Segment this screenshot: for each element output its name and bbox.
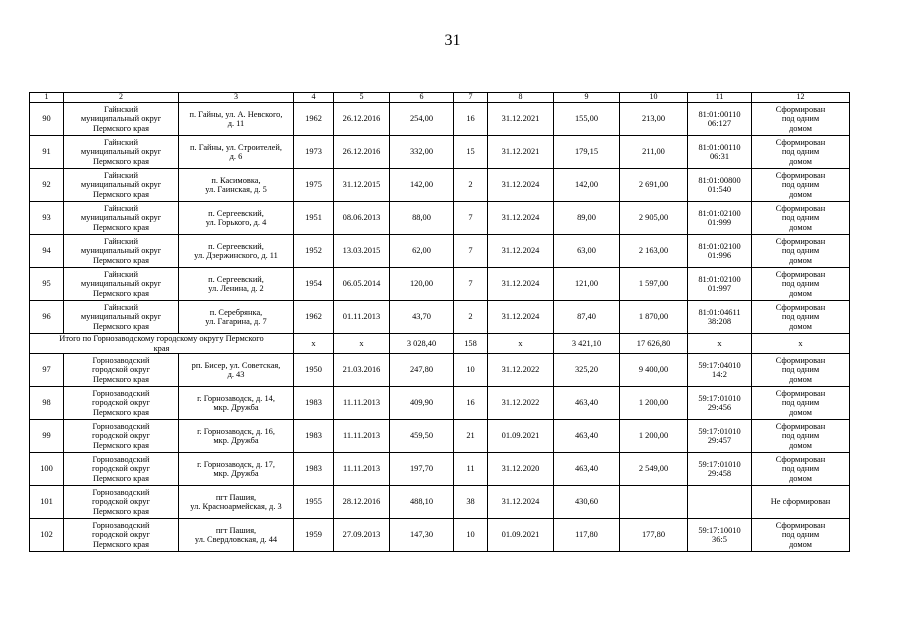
- address-cell: пгт Пашия, ул. Красноармейская, д. 3: [179, 486, 294, 519]
- address-cell: г. Горнозаводск, д. 17, мкр. Дружба: [179, 453, 294, 486]
- date1-cell: 11.11.2013: [334, 387, 390, 420]
- address-cell: п. Касимовка, ул. Гаинская, д. 5: [179, 169, 294, 202]
- year-cell: 1962: [294, 103, 334, 136]
- status-cell: Сформирован под одним домом: [752, 453, 850, 486]
- value9-cell: 325,20: [554, 354, 620, 387]
- status-cell: Сформирован под одним домом: [752, 519, 850, 552]
- table-row: [30, 169, 850, 202]
- district-cell: Горнозаводский городской округ Пермского края: [64, 453, 179, 486]
- year-cell: 1954: [294, 268, 334, 301]
- value9-cell: 121,00: [554, 268, 620, 301]
- cadastral-cell: 81:01:02100 01:997: [688, 268, 752, 301]
- district-cell: Гайнский муниципальный округ Пермского края: [64, 103, 179, 136]
- row-number-cell: 96: [30, 301, 64, 334]
- address-cell: п. Гайны, ул. А. Невского, д. 11: [179, 103, 294, 136]
- date2-cell: 01.09.2021: [488, 519, 554, 552]
- housing-registry-table: [29, 92, 850, 552]
- total-v9-cell: 3 421,10: [554, 334, 620, 354]
- count-cell: 38: [454, 486, 488, 519]
- column-header: 11: [688, 93, 752, 103]
- column-header: 4: [294, 93, 334, 103]
- count-cell: 7: [454, 235, 488, 268]
- date2-cell: 01.09.2021: [488, 420, 554, 453]
- district-cell: Горнозаводский городской округ Пермского края: [64, 354, 179, 387]
- value10-cell: [620, 486, 688, 519]
- date1-cell: 13.03.2015: [334, 235, 390, 268]
- count-cell: 11: [454, 453, 488, 486]
- table-row: [30, 354, 850, 387]
- count-cell: 16: [454, 103, 488, 136]
- date2-cell: 31.12.2024: [488, 301, 554, 334]
- date1-cell: 21.03.2016: [334, 354, 390, 387]
- row-number-cell: 102: [30, 519, 64, 552]
- count-cell: 7: [454, 202, 488, 235]
- column-header: 10: [620, 93, 688, 103]
- value9-cell: 87,40: [554, 301, 620, 334]
- year-cell: 1950: [294, 354, 334, 387]
- area-cell: 459,50: [390, 420, 454, 453]
- column-header: 1: [30, 93, 64, 103]
- value10-cell: 9 400,00: [620, 354, 688, 387]
- column-header: 6: [390, 93, 454, 103]
- value10-cell: 213,00: [620, 103, 688, 136]
- value10-cell: 177,80: [620, 519, 688, 552]
- district-cell: Горнозаводский городской округ Пермского края: [64, 486, 179, 519]
- address-cell: п. Сергеевский, ул. Ленина, д. 2: [179, 268, 294, 301]
- year-cell: 1952: [294, 235, 334, 268]
- date2-cell: 31.12.2021: [488, 136, 554, 169]
- value9-cell: 63,00: [554, 235, 620, 268]
- area-cell: 488,10: [390, 486, 454, 519]
- date1-cell: 27.09.2013: [334, 519, 390, 552]
- value10-cell: 1 597,00: [620, 268, 688, 301]
- date2-cell: 31.12.2024: [488, 486, 554, 519]
- date1-cell: 26.12.2016: [334, 103, 390, 136]
- district-cell: Горнозаводский городской округ Пермского края: [64, 519, 179, 552]
- table-row: [30, 136, 850, 169]
- column-header: 12: [752, 93, 850, 103]
- date1-cell: 26.12.2016: [334, 136, 390, 169]
- cadastral-cell: 81:01:02100 01:996: [688, 235, 752, 268]
- date2-cell: 31.12.2020: [488, 453, 554, 486]
- total-count-cell: 158: [454, 334, 488, 354]
- cadastral-cell: [688, 486, 752, 519]
- address-cell: рп. Бисер, ул. Советская, д. 43: [179, 354, 294, 387]
- value10-cell: 2 163,00: [620, 235, 688, 268]
- row-number-cell: 94: [30, 235, 64, 268]
- row-number-cell: 101: [30, 486, 64, 519]
- column-header: 5: [334, 93, 390, 103]
- table-row: [30, 453, 850, 486]
- district-cell: Гайнский муниципальный округ Пермского края: [64, 136, 179, 169]
- date2-cell: 31.12.2022: [488, 354, 554, 387]
- area-cell: 142,00: [390, 169, 454, 202]
- value9-cell: 430,60: [554, 486, 620, 519]
- district-cell: Горнозаводский городской округ Пермского края: [64, 387, 179, 420]
- year-cell: 1983: [294, 387, 334, 420]
- total-year-cell: x: [294, 334, 334, 354]
- area-cell: 147,30: [390, 519, 454, 552]
- address-cell: п. Сергеевский, ул. Дзержинского, д. 11: [179, 235, 294, 268]
- total-cadastral-cell: x: [688, 334, 752, 354]
- value9-cell: 117,80: [554, 519, 620, 552]
- cadastral-cell: 59:17:04010 14:2: [688, 354, 752, 387]
- district-cell: Горнозаводский городской округ Пермского края: [64, 420, 179, 453]
- cadastral-cell: 81:01:00110 06:127: [688, 103, 752, 136]
- area-cell: 197,70: [390, 453, 454, 486]
- value10-cell: 1 200,00: [620, 387, 688, 420]
- year-cell: 1951: [294, 202, 334, 235]
- total-date2-cell: x: [488, 334, 554, 354]
- status-cell: Сформирован под одним домом: [752, 103, 850, 136]
- status-cell: Не сформирован: [752, 486, 850, 519]
- column-header: 8: [488, 93, 554, 103]
- table-row: [30, 420, 850, 453]
- total-row: [30, 334, 850, 354]
- area-cell: 332,00: [390, 136, 454, 169]
- status-cell: Сформирован под одним домом: [752, 136, 850, 169]
- cadastral-cell: 59:17:01010 29:456: [688, 387, 752, 420]
- date1-cell: 08.06.2013: [334, 202, 390, 235]
- value10-cell: 211,00: [620, 136, 688, 169]
- cadastral-cell: 59:17:01010 29:458: [688, 453, 752, 486]
- area-cell: 43,70: [390, 301, 454, 334]
- status-cell: Сформирован под одним домом: [752, 235, 850, 268]
- date1-cell: 31.12.2015: [334, 169, 390, 202]
- value9-cell: 179,15: [554, 136, 620, 169]
- area-cell: 247,80: [390, 354, 454, 387]
- count-cell: 10: [454, 519, 488, 552]
- cadastral-cell: 59:17:10010 36:5: [688, 519, 752, 552]
- total-label: Итого по Горнозаводскому городскому округу Пермского края: [30, 334, 294, 354]
- value9-cell: 463,40: [554, 420, 620, 453]
- page-number: 31: [444, 32, 461, 49]
- count-cell: 15: [454, 136, 488, 169]
- value10-cell: 2 549,00: [620, 453, 688, 486]
- district-cell: Гайнский муниципальный округ Пермского края: [64, 235, 179, 268]
- row-number-cell: 93: [30, 202, 64, 235]
- row-number-cell: 100: [30, 453, 64, 486]
- address-cell: г. Горнозаводск, д. 16, мкр. Дружба: [179, 420, 294, 453]
- row-number-cell: 97: [30, 354, 64, 387]
- row-number-cell: 99: [30, 420, 64, 453]
- total-status-cell: x: [752, 334, 850, 354]
- year-cell: 1973: [294, 136, 334, 169]
- count-cell: 10: [454, 354, 488, 387]
- date1-cell: 01.11.2013: [334, 301, 390, 334]
- district-cell: Гайнский муниципальный округ Пермского края: [64, 169, 179, 202]
- value9-cell: 463,40: [554, 453, 620, 486]
- date2-cell: 31.12.2021: [488, 103, 554, 136]
- date2-cell: 31.12.2024: [488, 202, 554, 235]
- table-row: [30, 268, 850, 301]
- count-cell: 2: [454, 301, 488, 334]
- value10-cell: 1 200,00: [620, 420, 688, 453]
- status-cell: Сформирован под одним домом: [752, 202, 850, 235]
- date1-cell: 28.12.2016: [334, 486, 390, 519]
- cadastral-cell: 59:17:01010 29:457: [688, 420, 752, 453]
- column-header: 2: [64, 93, 179, 103]
- area-cell: 88,00: [390, 202, 454, 235]
- district-cell: Гайнский муниципальный округ Пермского края: [64, 202, 179, 235]
- value9-cell: 142,00: [554, 169, 620, 202]
- total-date1-cell: x: [334, 334, 390, 354]
- value10-cell: 2 905,00: [620, 202, 688, 235]
- address-cell: пгт Пашия, ул. Свердловская, д. 44: [179, 519, 294, 552]
- status-cell: Сформирован под одним домом: [752, 354, 850, 387]
- status-cell: Сформирован под одним домом: [752, 420, 850, 453]
- address-cell: г. Горнозаводск, д. 14, мкр. Дружба: [179, 387, 294, 420]
- status-cell: Сформирован под одним домом: [752, 387, 850, 420]
- date2-cell: 31.12.2022: [488, 387, 554, 420]
- year-cell: 1955: [294, 486, 334, 519]
- table-row: [30, 202, 850, 235]
- value9-cell: 463,40: [554, 387, 620, 420]
- year-cell: 1975: [294, 169, 334, 202]
- value10-cell: 1 870,00: [620, 301, 688, 334]
- cadastral-cell: 81:01:02100 01:999: [688, 202, 752, 235]
- area-cell: 409,90: [390, 387, 454, 420]
- status-cell: Сформирован под одним домом: [752, 268, 850, 301]
- area-cell: 120,00: [390, 268, 454, 301]
- cadastral-cell: 81:01:04611 38:208: [688, 301, 752, 334]
- table-header-row: [30, 93, 850, 103]
- row-number-cell: 98: [30, 387, 64, 420]
- area-cell: 62,00: [390, 235, 454, 268]
- address-cell: п. Серебрянка, ул. Гагарина, д. 7: [179, 301, 294, 334]
- status-cell: Сформирован под одним домом: [752, 169, 850, 202]
- count-cell: 7: [454, 268, 488, 301]
- area-cell: 254,00: [390, 103, 454, 136]
- value9-cell: 155,00: [554, 103, 620, 136]
- year-cell: 1983: [294, 453, 334, 486]
- date1-cell: 06.05.2014: [334, 268, 390, 301]
- column-header: 9: [554, 93, 620, 103]
- total-v10-cell: 17 626,80: [620, 334, 688, 354]
- date2-cell: 31.12.2024: [488, 268, 554, 301]
- year-cell: 1959: [294, 519, 334, 552]
- table-row: [30, 486, 850, 519]
- table-row: [30, 387, 850, 420]
- date2-cell: 31.12.2024: [488, 235, 554, 268]
- table-row: [30, 519, 850, 552]
- count-cell: 21: [454, 420, 488, 453]
- count-cell: 2: [454, 169, 488, 202]
- status-cell: Сформирован под одним домом: [752, 301, 850, 334]
- date1-cell: 11.11.2013: [334, 420, 390, 453]
- date2-cell: 31.12.2024: [488, 169, 554, 202]
- column-header: 3: [179, 93, 294, 103]
- district-cell: Гайнский муниципальный округ Пермского края: [64, 268, 179, 301]
- total-area-cell: 3 028,40: [390, 334, 454, 354]
- address-cell: п. Гайны, ул. Строителей, д. 6: [179, 136, 294, 169]
- row-number-cell: 92: [30, 169, 64, 202]
- address-cell: п. Сергеевский, ул. Горького, д. 4: [179, 202, 294, 235]
- count-cell: 16: [454, 387, 488, 420]
- row-number-cell: 90: [30, 103, 64, 136]
- row-number-cell: 95: [30, 268, 64, 301]
- column-header: 7: [454, 93, 488, 103]
- district-cell: Гайнский муниципальный округ Пермского края: [64, 301, 179, 334]
- row-number-cell: 91: [30, 136, 64, 169]
- cadastral-cell: 81:01:00800 01:540: [688, 169, 752, 202]
- value10-cell: 2 691,00: [620, 169, 688, 202]
- year-cell: 1962: [294, 301, 334, 334]
- cadastral-cell: 81:01:00110 06:31: [688, 136, 752, 169]
- date1-cell: 11.11.2013: [334, 453, 390, 486]
- year-cell: 1983: [294, 420, 334, 453]
- value9-cell: 89,00: [554, 202, 620, 235]
- table-row: [30, 301, 850, 334]
- table-row: [30, 103, 850, 136]
- table-row: [30, 235, 850, 268]
